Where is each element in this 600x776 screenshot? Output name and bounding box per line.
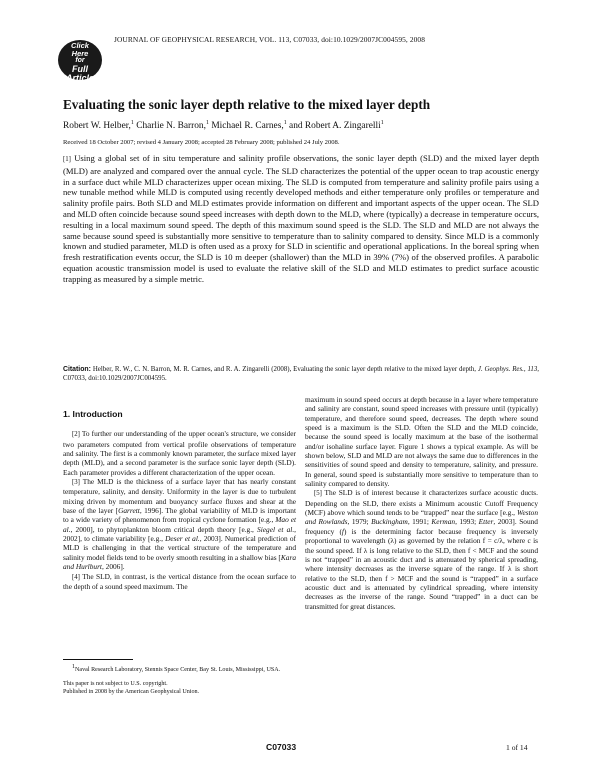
author-affil-mark: 1 — [205, 120, 209, 126]
citation-doi: C07033, doi:10.1029/2007JC004595. — [63, 374, 167, 382]
right-column — [305, 395, 538, 611]
author-name: Michael R. Carnes, — [211, 121, 284, 132]
paragraph-text: , 2000], to phytoplankton bloom critical depth theory [e.g., — [70, 524, 258, 534]
paragraph-text: To further our understanding of the upper ocean's structure, we consider two parameters computed from vertical profile observations of temperature and salinity. The first is a commonly known parameter, the surface mixed layer depth (MLD), and a second parameter is the surface sonic layer depth (SLD). Each parameter provides a different characterization of the upper ocean. — [63, 429, 296, 477]
paragraph-text: , 2006]. — [101, 562, 125, 572]
abstract-text: Using a global set of in situ temperature and salinity profile observations, the sonic layer depth (SLD) and the mixed layer depth (MLD) are analyzed and compared over the annual cycle. The SLD characterizes the potential of the upper ocean to trap acoustic energy in a surface duct while MLD characterizes upper ocean mixing. The SLD is computed from temperature and salinity profile pairs using a new tunable method while MLD is computed using recently developed methods and either temperature only profiles or temperature and salinity profile pairs. Both SLD and MLD estimates provide information on different and important aspects of the upper ocean. The SLD and MLD often coincide because sound speed increases with depth down to the MLD, where (typically) a decrease in temperature occurs, resulting in a local maximum sound speed. The depth of this maximum sound speed is the SLD. The SLD and MLD are not always the same because sound speed is substantially more sensitive to temperature than to salinity compared to density. Since MLD is a commonly known and studied parameter, MLD is often used as a proxy for SLD in scientific and operational applications. In the boreal spring when fresh restratification events occur, the SLD is 10 m deeper (shallower) than the MLD in 39% (7%) of the observed profiles. A parabolic equation acoustic transmission model is used to evaluate the relative skill of the SLD and MLD estimates to predict surface acoustic trapping as measured by a simple metric. — [63, 153, 539, 284]
reference-link[interactable]: Etter — [478, 517, 494, 527]
paragraph-text: The MLD is the thickness of a surface layer that has nearly constant temperature, salinity, and density. Uniformity in the layer is due to turbulent mixing driven by momentum and buoyancy surface fluxes and shear at the base of the layer [ — [63, 477, 296, 516]
full-article-badge[interactable] — [58, 40, 102, 83]
paragraph-text: , 2003]. Sound frequency ( — [305, 517, 538, 536]
symbol: f — [341, 526, 344, 536]
reference-link[interactable]: Kerman — [431, 517, 456, 527]
author-name: Charlie N. Barron, — [136, 121, 206, 132]
paragraph-text: , 1996]. The global variability of MLD is important to a wide variety of phenomenon from tropical cyclone formation [e.g., — [63, 506, 296, 525]
copyright-line: Published in 2008 by the American Geophysical Union. — [63, 689, 200, 696]
paragraph — [63, 477, 296, 571]
paragraph — [63, 429, 296, 477]
paragraph-text: , 2003]. Numerical prediction of MLD is challenging in that the vertical structure of the temperature and salinity model fields tend to be overly smooth resulting in a shallow bias [ — [63, 534, 296, 562]
abstract — [63, 153, 539, 285]
paper-title: Evaluating the sonic layer depth relative to the mixed layer depth — [63, 97, 431, 112]
section-heading: 1. Introduction — [63, 409, 123, 419]
page-number: 1 of 14 — [506, 743, 528, 752]
badge-line: Article — [65, 72, 94, 83]
footnotes — [63, 663, 296, 696]
paragraph-number: [2] — [72, 431, 80, 439]
reference-link[interactable]: Buckingham — [371, 517, 408, 527]
paragraph-text: , 1993; — [455, 517, 479, 527]
badge-line: Here — [71, 48, 89, 58]
reference-link[interactable]: Mao et al. — [63, 515, 296, 534]
paragraph-continued — [305, 395, 538, 488]
badge-line: Click — [71, 41, 89, 50]
author-list — [63, 120, 384, 131]
paragraph-text: , 1991; — [407, 517, 432, 527]
reference-link[interactable]: Siegel et al. — [257, 524, 295, 534]
citation-text: Helber, R. W., C. N. Barron, M. R. Carnes, and R. A. Zingarelli (2008), Evaluating the sonic layer depth relative to the mixed layer depth, — [92, 366, 478, 373]
running-head: JOURNAL OF GEOPHYSICAL RESEARCH, VOL. 113, C07033, doi:10.1029/2007JC004595, 2008 — [114, 35, 425, 44]
author-name: Robert W. Helber, — [63, 121, 131, 132]
paragraph-text: maximum in sound speed occurs at depth because in a layer where temperature and salinity are constant, sound speed increases with pressure until (typically) temperature, and therefore sound speed, decreases. The depth where sound speed is a maximum is the SLD. Often the SLD and the MLD coincide, because the sound speed is locally maximum at the base of the isothermal and/or isohaline surface layer. Figure 1 shows a typical example. As will be shown below, SLD and MLD are not always the same due to differences in the sensitivities of sound speed and density to temperature, salinity, and pressure. In general, sound speed is substantially more sensitive to temperature than to salinity compared to density. — [305, 395, 538, 489]
footnote-rule — [63, 659, 133, 660]
paragraph-text: The SLD is of interest because it characterizes surface acoustic ducts. Depending on the SLD, there exists a Minimum acoustic Cutoff Frequency (MCF) above which sound tends to be “trapped” near the surface [e.g., — [305, 488, 538, 518]
paragraph-text: , 1979; — [347, 517, 372, 527]
paragraph-text: ) is the determining factor because frequency is inversely proportional to wavelength (λ) as governed by the relation f = c/λ, where c is the sound speed. If λ is long relative to the SLD, then f < MCF and the sound is not “trapped” in an acoustic duct and is attenuated by spherical spreading, where intensity decreases as the inverse square of the range. If λ is short relative to the SLD, then f > MCF and the sound is “trapped” in a surface acoustic duct and is attenuated by cylindrical spreading, where intensity decreases as the inverse of the range. Sound “trapped” in a duct can be transmitted for great distances. — [305, 526, 539, 611]
reference-link[interactable]: Garrett — [118, 506, 140, 516]
paragraph-number: [3] — [72, 479, 80, 487]
citation — [63, 366, 539, 384]
author-affil-mark: 1 — [283, 120, 287, 126]
paragraph-number: [4] — [72, 573, 80, 581]
paragraph-text: The SLD, in contrast, is the vertical distance from the ocean surface to the depth of a sound speed maximum. The — [63, 571, 296, 591]
paragraph — [305, 488, 538, 610]
article-code: C07033 — [266, 742, 297, 752]
citation-label: Citation: — [63, 366, 91, 373]
author-affil-mark: 1 — [380, 120, 384, 126]
citation-journal: J. Geophys. Res., 113, — [477, 366, 539, 373]
reference-link[interactable]: Kara and Hurlburt — [63, 552, 296, 572]
copyright-line: This paper is not subject to U.S. copyright. — [63, 681, 168, 688]
affiliation-footnote — [63, 663, 296, 674]
badge-line: for — [75, 57, 85, 64]
footnote-text: Naval Research Laboratory, Stennis Space Center, Bay St. Louis, Mississippi, USA. — [75, 667, 281, 674]
footnote-mark: 1 — [72, 664, 75, 670]
reference-link[interactable]: Deser et al. — [165, 534, 200, 544]
received-dates: Received 18 October 2007; revised 4 January 2008; accepted 28 February 2008; published 24 July 2008. — [63, 139, 340, 146]
author-affil-mark: 1 — [130, 120, 134, 126]
paragraph — [63, 572, 296, 592]
paragraph-number: [5] — [314, 490, 322, 498]
paragraph-text: , 2002], to climate variability [e.g., — [63, 524, 296, 544]
badge-line: Full — [72, 63, 88, 74]
author-name: and Robert A. Zingarelli — [289, 121, 381, 132]
paragraph-number: [1] — [63, 156, 71, 163]
left-column — [63, 410, 296, 591]
reference-link[interactable]: Weston and Rowlands — [305, 508, 538, 527]
